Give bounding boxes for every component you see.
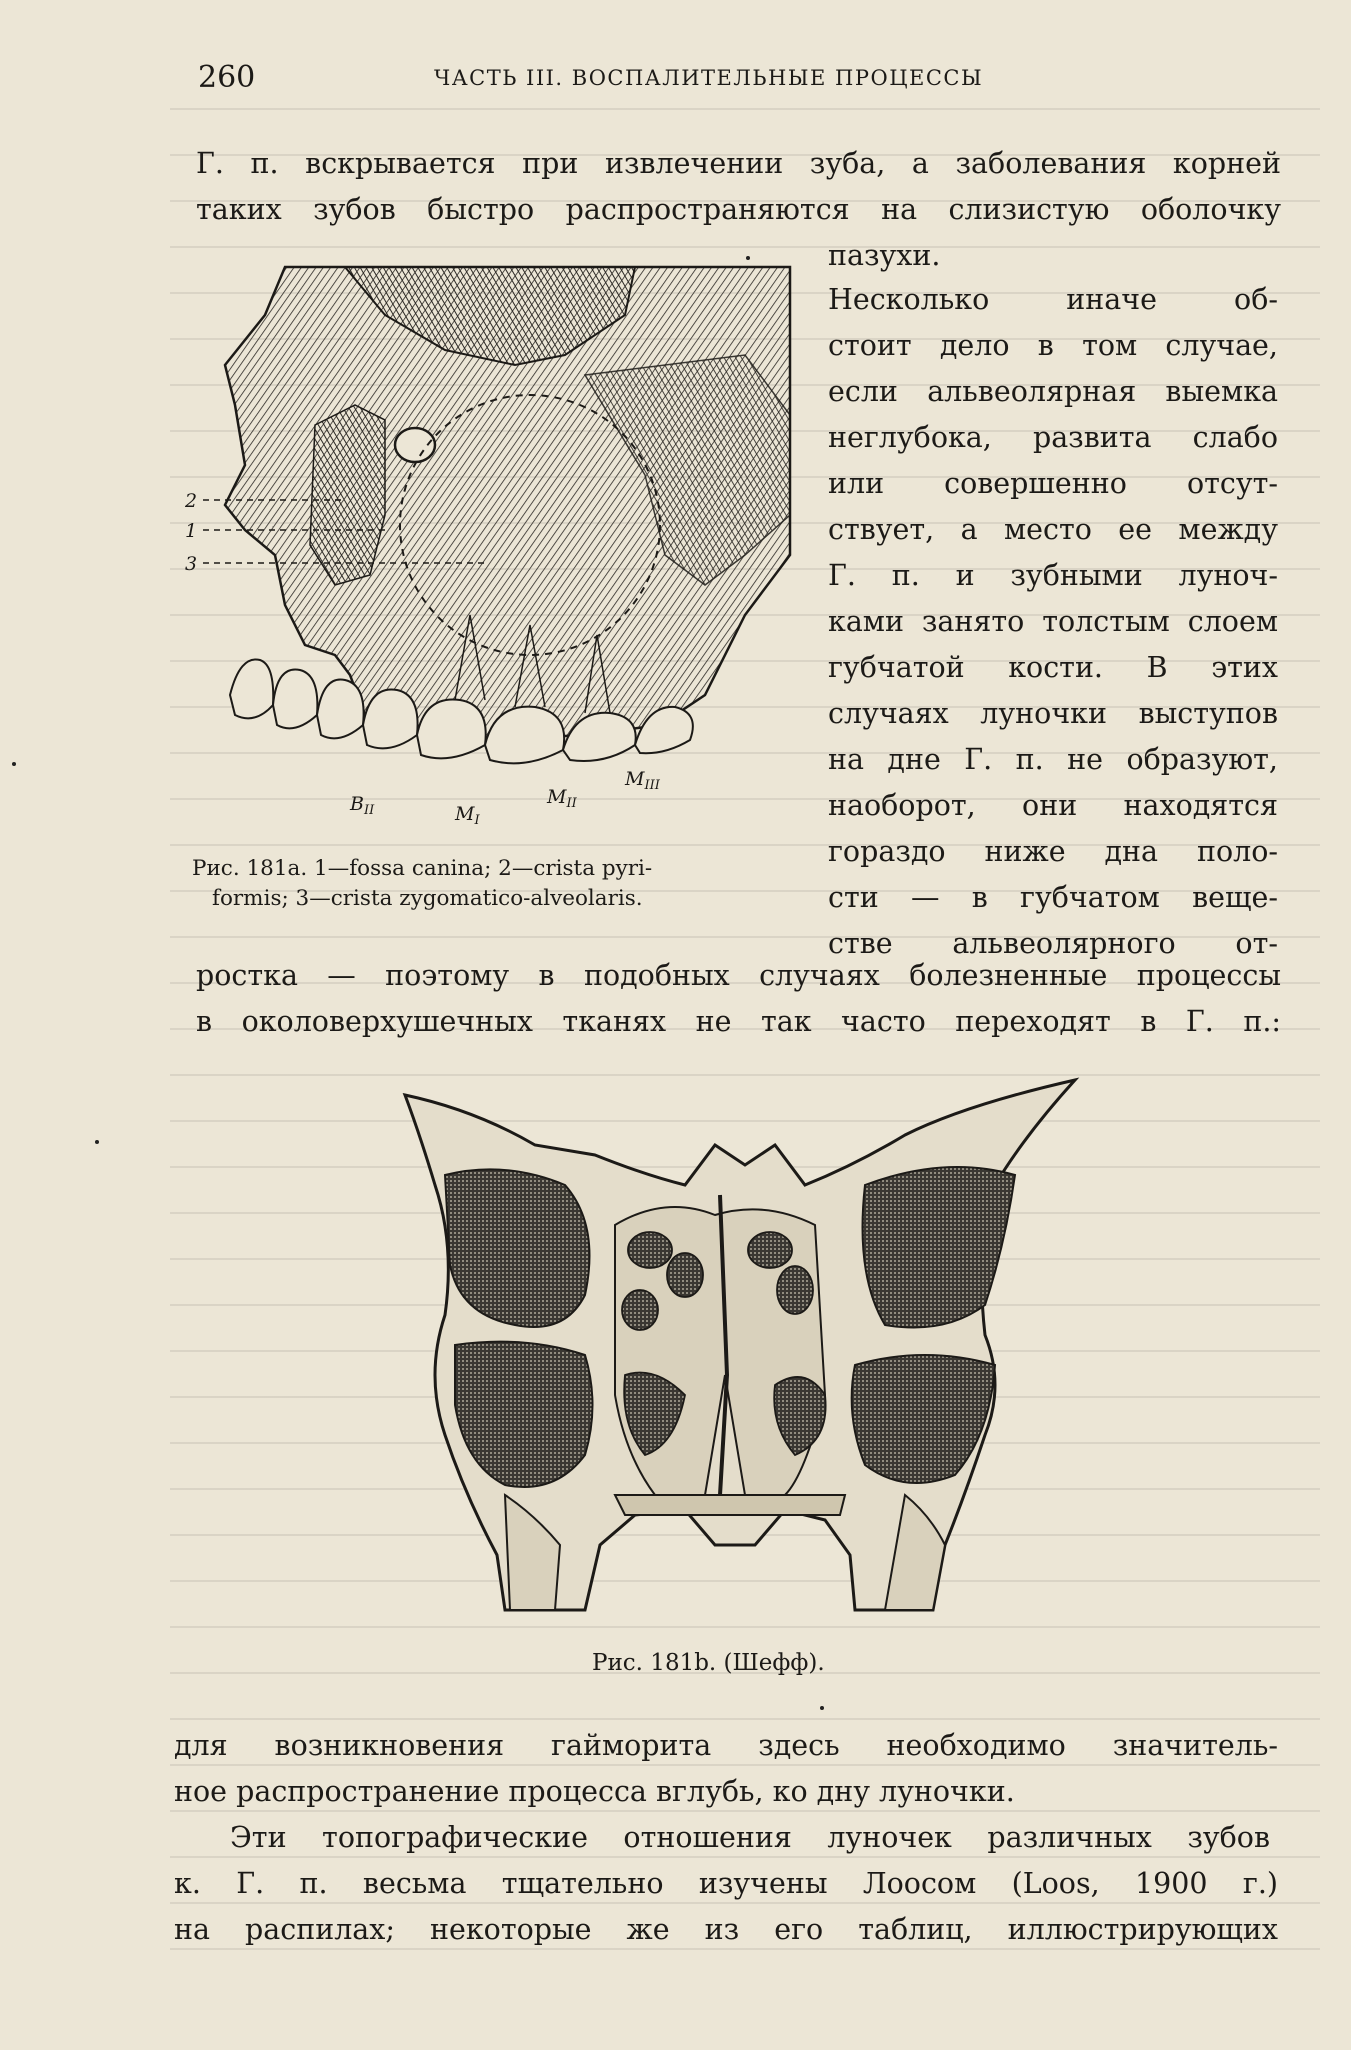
text-line: стоит дело в том случае, [828, 329, 1278, 362]
speck [746, 256, 750, 260]
text-line: Эти топографические отношения луночек различных зубов [230, 1821, 1270, 1854]
text-line: для возникновения гайморита здесь необходимо значитель- [174, 1729, 1278, 1762]
text-line: пазухи. [828, 239, 941, 272]
text-line: если альвеолярная выемка [828, 375, 1278, 408]
text-line: гораздо ниже дна поло- [828, 835, 1278, 868]
figure-181a-skull [185, 255, 800, 825]
figure-181b-coronal-section [385, 1075, 1090, 1615]
text-line: к. Г. п. весьма тщательно изучены Лоосом (Loos, 1900 г.) [174, 1867, 1278, 1900]
page-header [198, 60, 1283, 100]
label-mii: $M_{II}$ [547, 786, 577, 811]
text-line: наоборот, они находятся [828, 789, 1278, 822]
text-line: Несколько иначе об- [828, 283, 1278, 316]
label-miii: $M_{III}$ [625, 768, 660, 793]
text-line: Г. п. вскрывается при извлечении зуба, а заболевания корней [196, 147, 1281, 180]
text-line: Г. п. и зубными луноч- [828, 559, 1278, 592]
text-line: в околоверхушечных тканях не так часто переходят в Г. п.: [196, 1005, 1281, 1038]
text-line: ростка — поэтому в подобных случаях болезненные процессы [196, 959, 1281, 992]
label-1: 1 [185, 520, 198, 542]
text-line: случаях луночки выступов [828, 697, 1278, 730]
figure-181b-caption: Рис. 181b. (Шефф). [592, 1650, 825, 1676]
text-line: ствует, а место ее между [828, 513, 1278, 546]
label-mi: $M_I$ [455, 803, 480, 825]
speck [12, 762, 16, 766]
text-line: неглубока, развита слабо [828, 421, 1278, 454]
figure-181a-caption-line2: formis; 3—crista zygomatico-alveolaris. [212, 886, 643, 911]
text-line: ками занято толстым слоем [828, 605, 1278, 638]
text-line: таких зубов быстро распространяются на слизистую оболочку [196, 193, 1281, 226]
running-head: ЧАСТЬ III. ВОСПАЛИТЕЛЬНЫЕ ПРОЦЕССЫ [434, 66, 984, 90]
text-line: губчатой кости. В этих [828, 651, 1278, 684]
label-3: 3 [185, 553, 198, 575]
text-line: ное распространение процесса вглубь, ко дну луночки. [174, 1775, 1015, 1808]
speck [95, 1140, 99, 1144]
text-line: на дне Г. п. не образуют, [828, 743, 1278, 776]
label-bii: $B_{II}$ [350, 793, 375, 818]
text-line: стве альвеолярного от- [828, 927, 1278, 960]
text-line: или совершенно отсут- [828, 467, 1278, 500]
figure-181a-caption-line1: Рис. 181a. 1—fossa canina; 2—crista pyri- [192, 856, 653, 881]
page-number: 260 [198, 60, 256, 95]
label-2: 2 [185, 490, 198, 512]
speck [820, 1706, 824, 1710]
text-line: на распилах; некоторые же из его таблиц, иллюстрирующих [174, 1913, 1278, 1946]
text-line: сти — в губчатом веще- [828, 881, 1278, 914]
